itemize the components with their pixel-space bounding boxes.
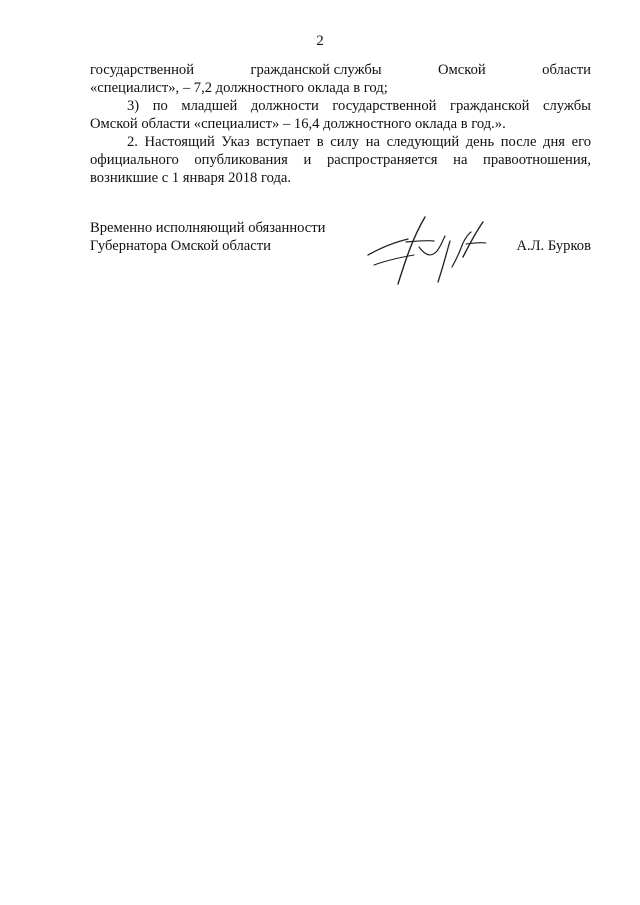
text-line bbox=[90, 97, 591, 115]
text-fragment: Омской bbox=[438, 62, 486, 78]
signatory-title bbox=[90, 219, 325, 255]
text-line bbox=[90, 151, 591, 169]
text-line bbox=[90, 61, 591, 79]
handwritten-signature-icon bbox=[360, 212, 490, 292]
text-fragment: 2. Настоящий Указ вступает в силу на следующий день после дня его bbox=[127, 134, 591, 150]
text-fragment: государственной bbox=[90, 62, 195, 78]
text-line bbox=[90, 133, 591, 151]
text-fragment: гражданской службы bbox=[250, 62, 382, 78]
paragraph-specialist-rate-continuation bbox=[90, 61, 591, 97]
text-line: «специалист», – 7,2 должностного оклада в год; bbox=[90, 80, 388, 96]
signatory-title-line: Временно исполняющий обязанности bbox=[90, 220, 326, 236]
paragraph-effective-date bbox=[90, 133, 591, 187]
signature-block bbox=[90, 219, 591, 299]
paragraph-junior-position bbox=[90, 97, 591, 133]
text-fragment: области bbox=[542, 62, 591, 78]
text-fragment: официального опубликования и распространяется на правоотношения, bbox=[90, 152, 591, 168]
text-fragment: 3) по младшей должности государственной гражданской службы bbox=[127, 98, 591, 114]
page-number: 2 bbox=[316, 33, 324, 49]
text-line: возникшие с 1 января 2018 года. bbox=[90, 170, 292, 186]
text-line: Омской области «специалист» – 16,4 должностного оклада в год.». bbox=[90, 116, 506, 132]
document-body bbox=[90, 61, 591, 187]
signatory-title-line: Губернатора Омской области bbox=[90, 238, 271, 254]
signatory-name: А.Л. Бурков bbox=[516, 238, 591, 254]
